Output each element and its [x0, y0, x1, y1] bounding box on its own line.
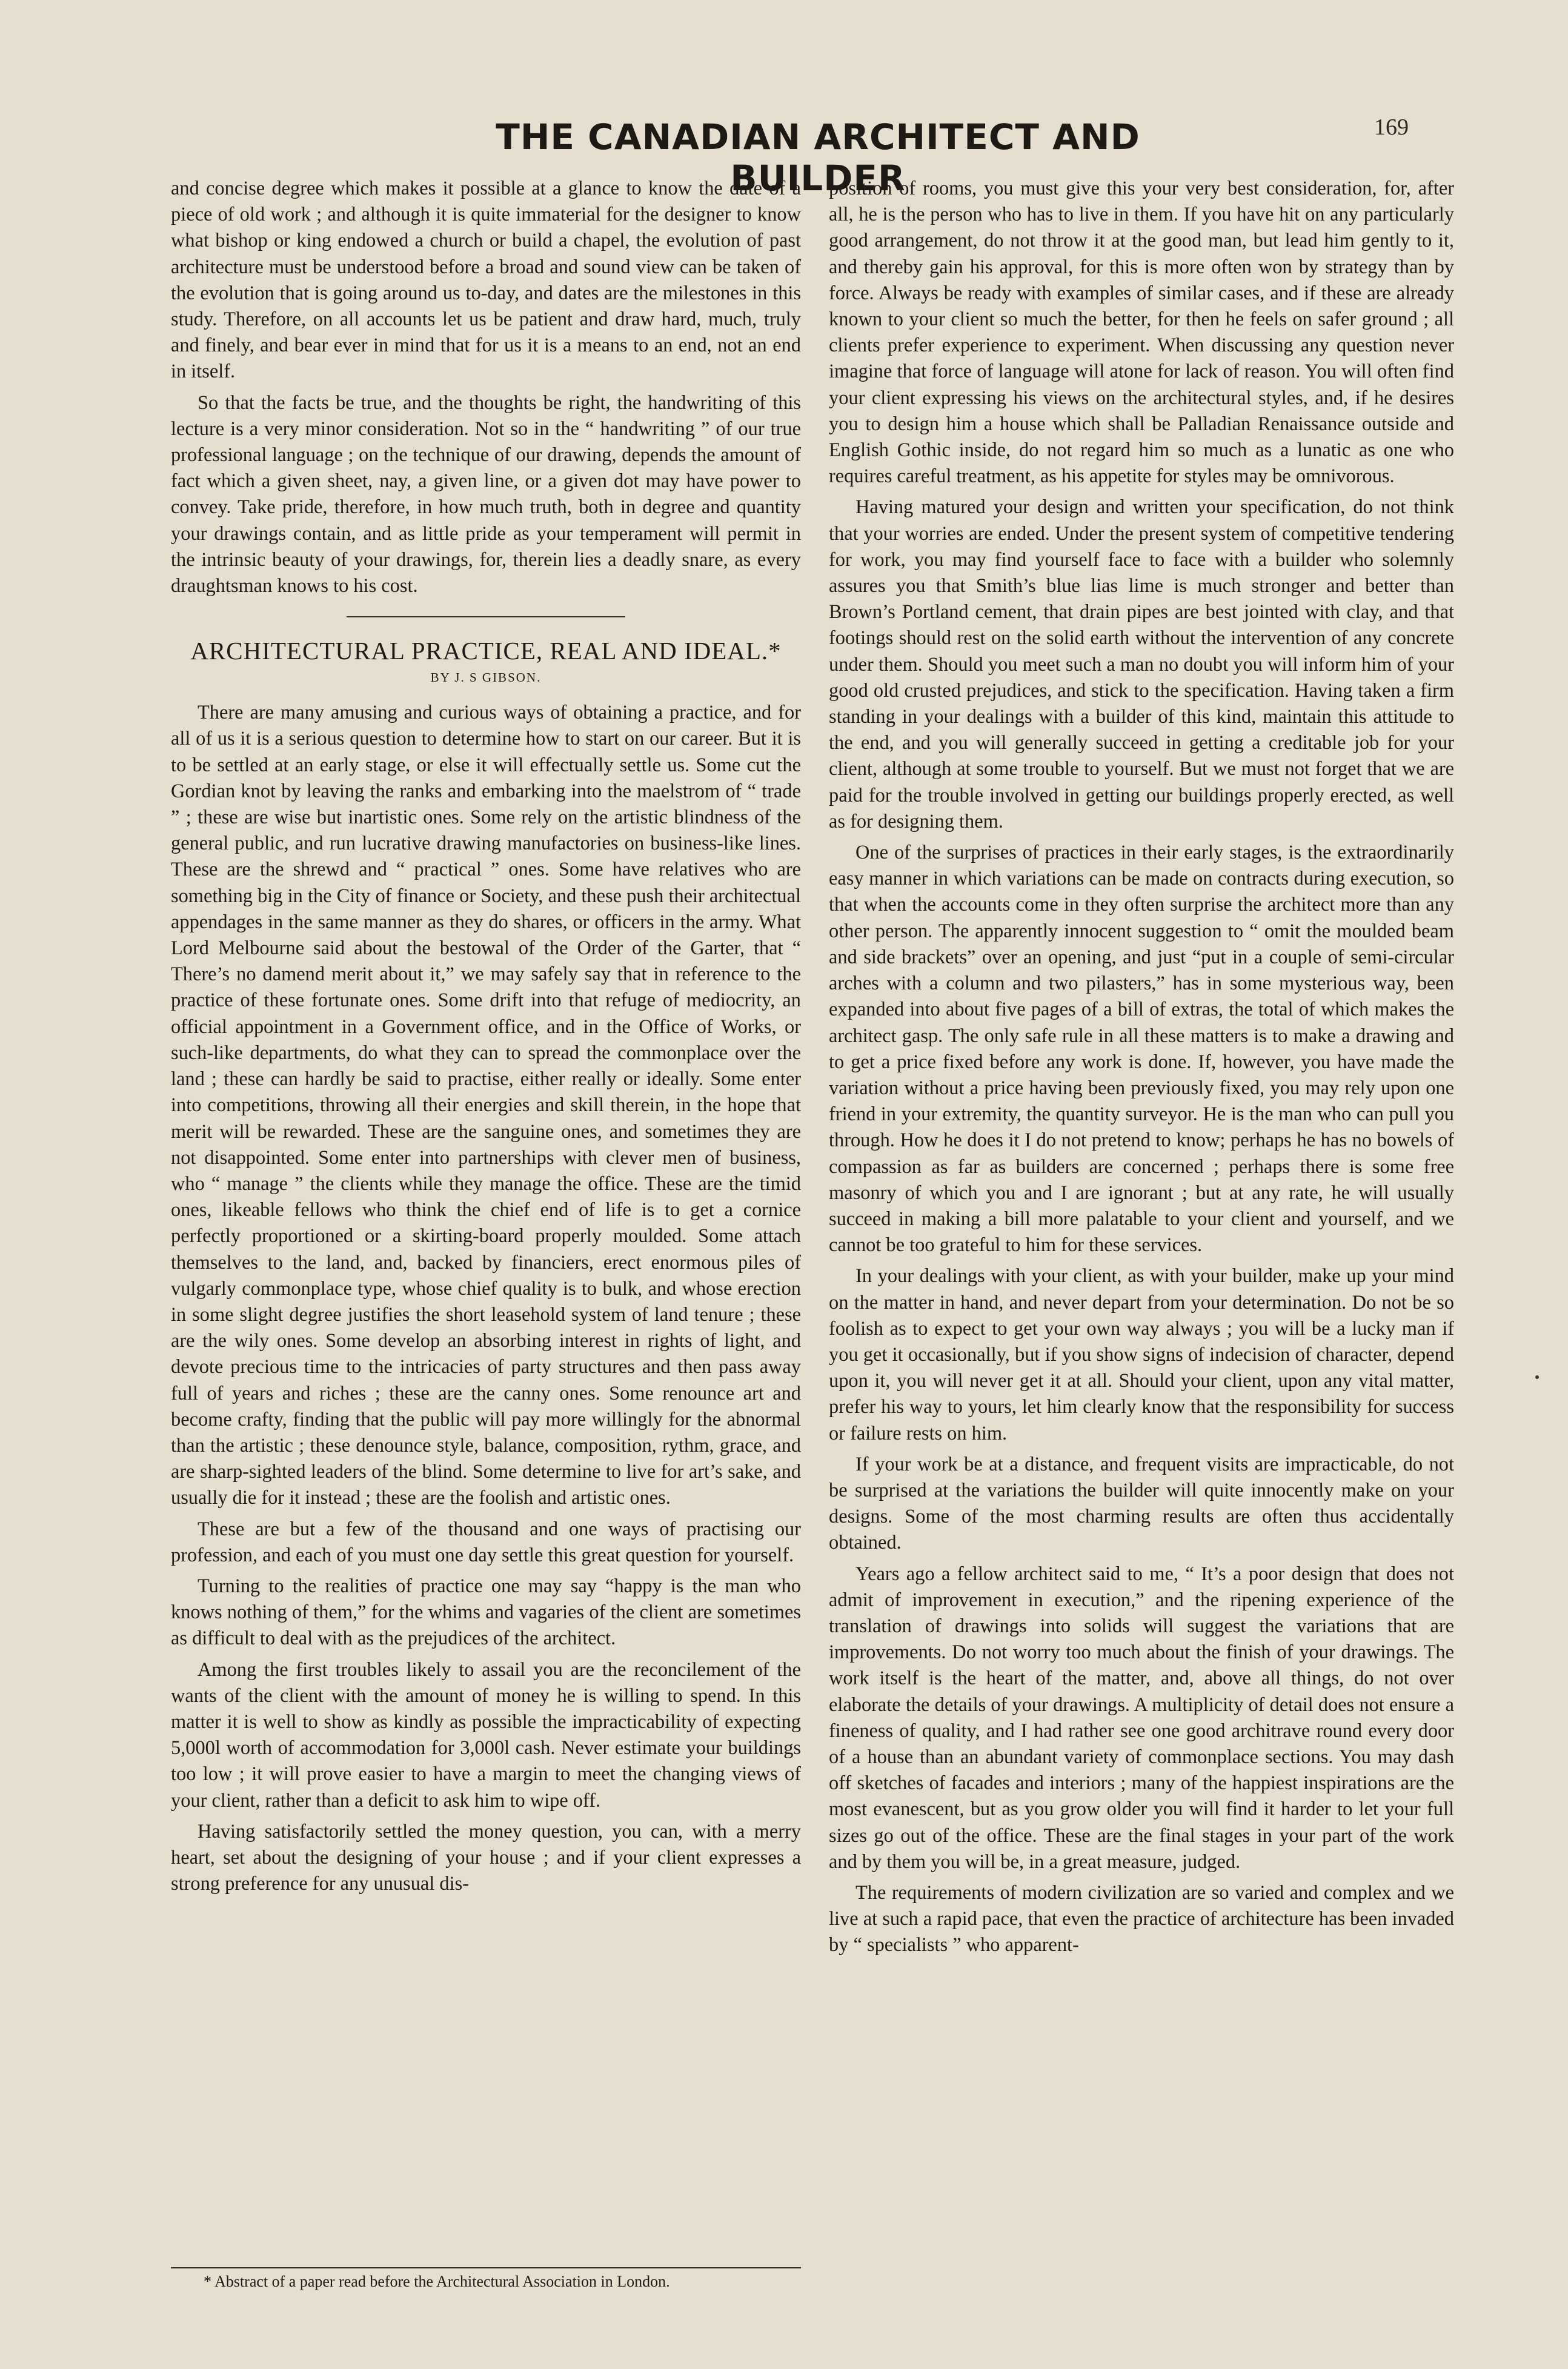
- article-paragraph: position of rooms, you must give this your very best consideration, for, after all, he is the person who has to live in them. If you have hit on any particularly good arrangement, do not throw it at the good man, but lead him gently to it, and thereby gain his approval, for this is more often won by strategy than by force. Always be ready with examples of similar cases, and if these are already known to your client so much the better, for then he feels on safer ground ; all clients prefer experience to experiment. When discussing any question never imagine that force of language will atone for lack of reason. You will often find your client expressing his views on the architectural styles, and, if he desires you to design him a house which shall be Palladian Renaissance outside and English Gothic inside, do not regard him so much as a lunatic as one who requires careful treatment, as his appetite for styles may be omnivorous.: [829, 178, 1454, 488]
- footnote: * Abstract of a paper read before the Architectural Association in London.: [204, 2273, 670, 2290]
- section-divider: [347, 616, 625, 617]
- article-paragraph: There are many amusing and curious ways of obtaining a practice, and for all of us it is a serious question to determine how to start on our career. But it is to be settled at an early stage, or else it will effectually settle us. Some cut the Gordian knot by leaving the ranks and embarking into the maelstrom of “ trade ” ; these are wise but inartistic ones. Some rely on the artistic blindness of the general public, and run lucrative drawing manufactories on business-like lines. These are the shrewd and “ practical ” ones. Some have relatives who are something big in the City of finance or Society, and these push their architectual appendages in the same manner as they do shares, or officers in the army. What Lord Melbourne said about the bestowal of the Order of the Garter, that “ There’s no damend merit about it,” we may safely say that in reference to the practice of these fortunate ones. Some drift into that refuge of mediocrity, an official appointment in a Government office, and in the Office of Works, or such-like departments, do what they can to spread the commonplace over the land ; these can hardly be said to practise, either really or ideally. Some enter into competitions, throwing all their energies and skill therein, in the hope that merit will be rewarded. These are the sanguine ones, and sometimes they are not disappointed. Some enter into partnerships with clever men of business, who “ manage ” the clients while they manage the office. These are the timid ones, likeable fellows who think the chief end of life is to get a cornice perfectly proportioned or a skirting-board properly moulded. Some attach themselves to the land, and, backed by financiers, erect enormous piles of vulgarly commonplace type, whose chief quality is to bulk, and whose erection in some slight degree justifies the short leasehold system of land tenure ; these are the wily ones. Some develop an absorbing interest in rights of light, and devote precious time to the intricacies of party structures and then pass away full of years and riches ; these are the canny ones. Some renounce art and become crafty, finding that the public will pay more willingly for the abnormal than the artistic ; these denounce style, balance, composition, rythm, grace, and are sharp-sighted leaders of the blind. Some determine to live for art’s sake, and usually die for it instead ; these are the foolish and artistic ones.: [171, 702, 801, 1509]
- intro-paragraph: So that the facts be true, and the thoughts be right, the handwriting of this lecture is a very minor consideration. Not so in the “ handwriting ” of our true professional language ; on the technique of our drawing, depends the amount of fact which a given sheet, nay, a given line, or a given dot may have power to convey. Take pride, therefore, in how much truth, both in degree and quantity your drawings contain, and as little pride as your temperament will permit in the intrinsic beauty of your drawings, for, therein lies a deadly snare, as every draughtsman knows to his cost.: [171, 391, 801, 597]
- article-byline: BY J. S GIBSON.: [430, 670, 542, 685]
- intro-paragraph: and concise degree which makes it possible at a glance to know the date of a piece of old work ; and although it is quite immaterial for the designer to know what bishop or king endowed a church or build a chapel, the evolution of past architecture must be understood before a broad and sound view can be taken of the evolution that is going around us to-day, and dates are the milestones in this study. Therefore, on all accounts let us be patient and draw hard, much, truly and finely, and bear ever in mind that for us it is a means to an end, not an end in itself.: [171, 178, 801, 383]
- article-paragraph: In your dealings with your client, as with your builder, make up your mind on the matter in hand, and never depart from your determination. Do not be so foolish as to expect to get your own way always ; you will be a lucky man if you get it occasionally, but if you show signs of indecision of character, depend upon it, you will never get it at all. Should your client, upon any vital matter, prefer his way to yours, let him clearly know that the responsibility for success or failure rests on him.: [829, 1265, 1454, 1444]
- page-number: 169: [1374, 115, 1409, 140]
- footnote-divider: [171, 2267, 801, 2268]
- article-paragraph: These are but a few of the thousand and one ways of practising our profession, and each of you must one day settle this great question for yourself.: [171, 1518, 801, 1566]
- article-paragraph: Having matured your design and written your specification, do not think that your worries are ended. Under the present system of competitive tendering for work, you may find yourself face to face with a builder who solemnly assures you that Smith’s blue lias lime is much stronger and better than Brown’s Portland cement, that drain pipes are best jointed with clay, and that footings should rest on the solid earth without the intervention of any concrete under them. Should you meet such a man no doubt you will inform him of your good old crusted prejudices, and stick to the specification. Having taken a firm standing in your dealings with a builder of this kind, maintain this attitude to the end, and you will generally succeed in getting a creditable job for your client, although at some trouble to yourself. But we must not forget that we are paid for the trouble involved in getting our buildings properly erected, as well as for designing them.: [829, 496, 1454, 832]
- article-paragraph: Having satisfactorily settled the money question, you can, with a merry heart, set about the designing of your house ; and if your client expresses a strong preference for any unusual dis-: [171, 1820, 801, 1895]
- left-column: [171, 176, 801, 1897]
- page-header-title: THE CANADIAN ARCHITECT AND BUILDER: [496, 116, 1140, 199]
- right-column: [829, 176, 1454, 1959]
- article-paragraph: Among the first troubles likely to assail you are the reconcilement of the wants of the client with the amount of money he is willing to spend. In this matter it is well to show as kindly as possible the impracticability of expecting 5,000l worth of accommodation for 3,000l cash. Never estimate your buildings too low ; it will prove easier to have a margin to meet the changing views of your client, rather than a deficit to ask him to wipe off.: [171, 1658, 801, 1812]
- article-paragraph: Years ago a fellow architect said to me, “ It’s a poor design that does not admit of improvement in execution,” and the ripening experience of the translation of drawings into solids will suggest the variations that are improvements. Do not worry too much about the finish of your drawings. The work itself is the heart of the matter, and, above all things, do not over elaborate the details of your drawings. A multiplicity of detail does not ensure a fineness of quality, and I had rather see one good architrave round every door of a house than an abundant variety of commonplace sections. You may dash off sketches of facades and interiors ; many of the happiest inspirations are the most evanescent, but as you grow older you will find it harder to let your full sizes go out of the office. These are the final stages in your part of the work and by them you will be, in a great measure, judged.: [829, 1563, 1454, 1873]
- article-title: ARCHITECTURAL PRACTICE, REAL AND IDEAL.*: [190, 637, 782, 665]
- article-paragraph: One of the surprises of practices in their early stages, is the extraordinarily easy manner in which variations can be made on contracts during execution, so that when the accounts come in they often surprise the architect more than any other person. The apparently innocent suggestion to “ omit the moulded beam and side brackets” over an opening, and just “put in a couple of semi-circular arches with a column and two pilasters,” has in some mysterious way, been expanded into about five pages of a bill of extras, the total of which makes the architect gasp. The only safe rule in all these matters is to make a drawing and to get a price fixed before any work is done. If, however, you have made the variation without a price having been previously fixed, you may rely upon one friend in your extremity, the quantity surveyor. He is the man who can pull you through. How he does it I do not pretend to know; perhaps he has no bowels of compassion as far as builders are concerned ; perhaps there is some free masonry of which you and I are ignorant ; but at any rate, he will usually succeed in making a bill more palatable to your client and yourself, and we cannot be too grateful to him for these services.: [829, 842, 1454, 1257]
- article-paragraph: Turning to the realities of practice one may say “happy is the man who knows nothing of them,” for the whims and vagaries of the client are sometimes as difficult to deal with as the prejudices of the architect.: [171, 1575, 801, 1650]
- edge-speck: [1535, 1375, 1539, 1379]
- article-paragraph: If your work be at a distance, and frequent visits are impracticable, do not be surprised at the variations the builder will quite innocently make on your designs. Some of the most charming results are often thus accidentally obtained.: [829, 1453, 1454, 1554]
- article-paragraph: The requirements of modern civilization are so varied and complex and we live at such a rapid pace, that even the practice of architecture has been invaded by “ specialists ” who apparent-: [829, 1882, 1454, 1956]
